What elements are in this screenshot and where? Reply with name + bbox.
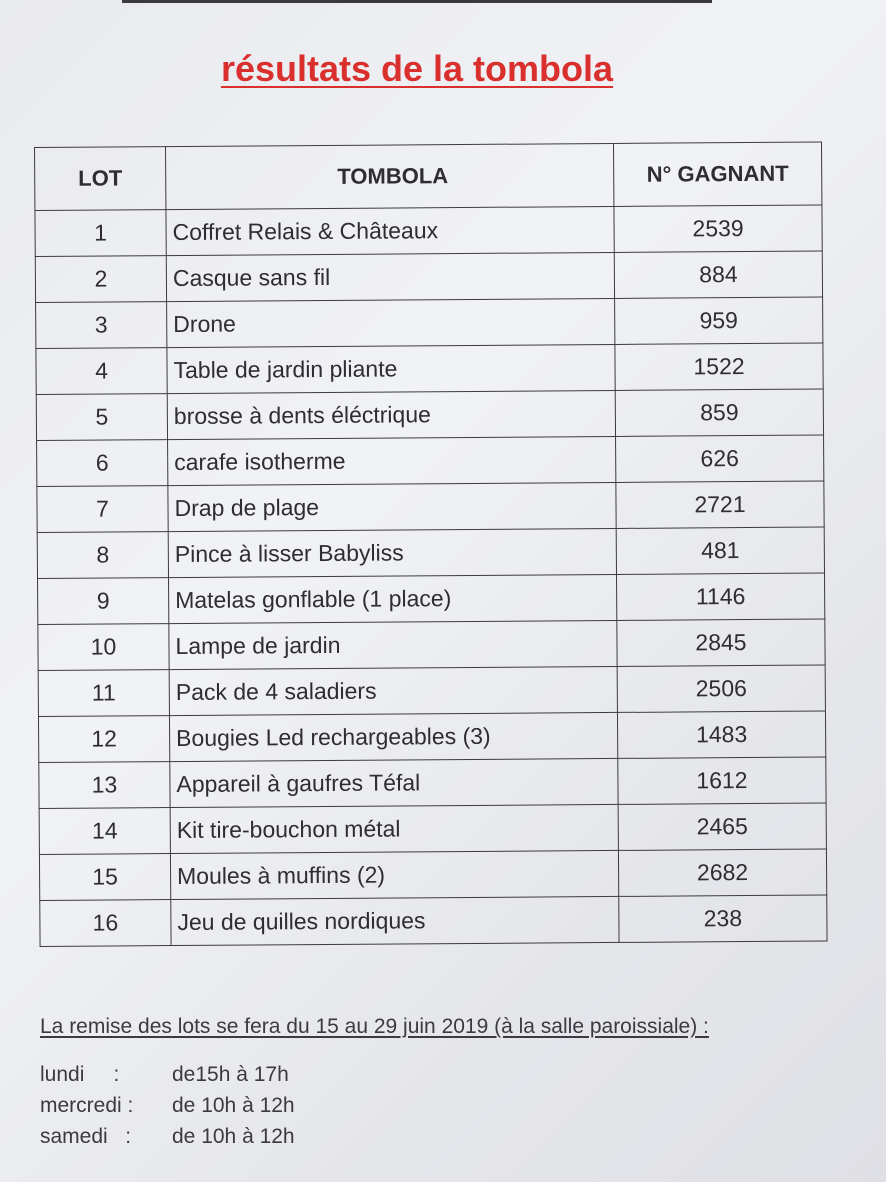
- winning-number-cell: 2682: [618, 849, 826, 896]
- lot-cell: 15: [39, 854, 170, 901]
- lot-cell: 2: [35, 256, 166, 303]
- top-rule: [122, 0, 712, 3]
- schedule-day: lundi :: [40, 1063, 120, 1086]
- schedule-time: de15h à 17h: [172, 1063, 289, 1086]
- table-row: [37, 481, 824, 532]
- prize-cell: Drone: [167, 298, 615, 347]
- prize-cell: Table de jardin pliante: [167, 344, 615, 393]
- prize-cell: Kit tire-bouchon métal: [170, 804, 618, 853]
- page-title: résultats de la tombola: [220, 48, 614, 89]
- lot-cell: 7: [37, 486, 168, 533]
- winning-number-cell: 884: [614, 251, 822, 298]
- table-row: [36, 297, 823, 348]
- schedule-day: mercredi :: [40, 1094, 134, 1117]
- lot-cell: 3: [36, 302, 167, 349]
- winning-number-cell: 1483: [617, 711, 825, 758]
- schedule-day: samedi :: [40, 1125, 132, 1148]
- lot-cell: 10: [38, 624, 169, 671]
- table-row: [40, 895, 827, 946]
- table-row: [38, 573, 825, 624]
- prize-cell: Pince à lisser Babyliss: [168, 528, 616, 577]
- lot-cell: 11: [38, 670, 169, 717]
- winning-number-cell: 859: [615, 389, 823, 436]
- winning-number-cell: 2506: [617, 665, 825, 712]
- winning-number-cell: 2539: [614, 205, 822, 252]
- table-row: [38, 619, 825, 670]
- prize-cell: Coffret Relais & Châteaux: [166, 206, 614, 255]
- lot-cell: 13: [39, 762, 170, 809]
- prize-cell: Appareil à gaufres Téfal: [170, 758, 618, 807]
- table-row: [39, 757, 826, 808]
- table-row: [38, 711, 825, 762]
- table-row: [38, 665, 825, 716]
- prize-cell: Jeu de quilles nordiques: [171, 896, 619, 945]
- prize-cell: Matelas gonflable (1 place): [169, 574, 617, 623]
- lot-cell: 9: [38, 578, 169, 625]
- winning-number-cell: 2465: [618, 803, 826, 850]
- lot-cell: 8: [37, 532, 168, 579]
- prize-cell: Moules à muffins (2): [170, 850, 618, 899]
- results-table: [34, 141, 828, 946]
- header-winning-number: N° GAGNANT: [613, 142, 821, 206]
- table-row: [35, 205, 822, 256]
- lot-cell: 14: [39, 808, 170, 855]
- lot-cell: 5: [36, 394, 167, 441]
- lot-cell: 12: [38, 716, 169, 763]
- prize-cell: Bougies Led rechargeables (3): [169, 712, 617, 761]
- winning-number-cell: 959: [615, 297, 823, 344]
- winning-number-cell: 1612: [618, 757, 826, 804]
- prize-cell: Pack de 4 saladiers: [169, 666, 617, 715]
- header-prize: TOMBOLA: [166, 143, 614, 209]
- lot-cell: 16: [40, 900, 171, 947]
- table-row: [36, 389, 823, 440]
- winning-number-cell: 626: [616, 435, 824, 482]
- prize-cell: Casque sans fil: [166, 252, 614, 301]
- winning-number-cell: 1146: [616, 573, 824, 620]
- collection-notice: La remise des lots se fera du 15 au 29 juin 2019 (à la salle paroissiale) :: [40, 1015, 709, 1038]
- table-row: [39, 849, 826, 900]
- results-body: [35, 205, 827, 946]
- table-row: [37, 527, 824, 578]
- winning-number-cell: 1522: [615, 343, 823, 390]
- winning-number-cell: 2721: [616, 481, 824, 528]
- lot-cell: 6: [37, 440, 168, 487]
- header-lot: LOT: [35, 147, 166, 211]
- prize-cell: carafe isotherme: [168, 436, 616, 485]
- prize-cell: Lampe de jardin: [169, 620, 617, 669]
- table-row: [37, 435, 824, 486]
- schedule-time: de 10h à 12h: [172, 1094, 295, 1117]
- table-row: [39, 803, 826, 854]
- table-row: [36, 343, 823, 394]
- winning-number-cell: 481: [616, 527, 824, 574]
- prize-cell: brosse à dents éléctrique: [167, 390, 615, 439]
- prize-cell: Drap de plage: [168, 482, 616, 531]
- lot-cell: 4: [36, 348, 167, 395]
- schedule-time: de 10h à 12h: [172, 1125, 295, 1148]
- winning-number-cell: 2845: [617, 619, 825, 666]
- lot-cell: 1: [35, 210, 166, 257]
- winning-number-cell: 238: [619, 895, 827, 942]
- table-row: [35, 251, 822, 302]
- table-header-row: [35, 142, 822, 210]
